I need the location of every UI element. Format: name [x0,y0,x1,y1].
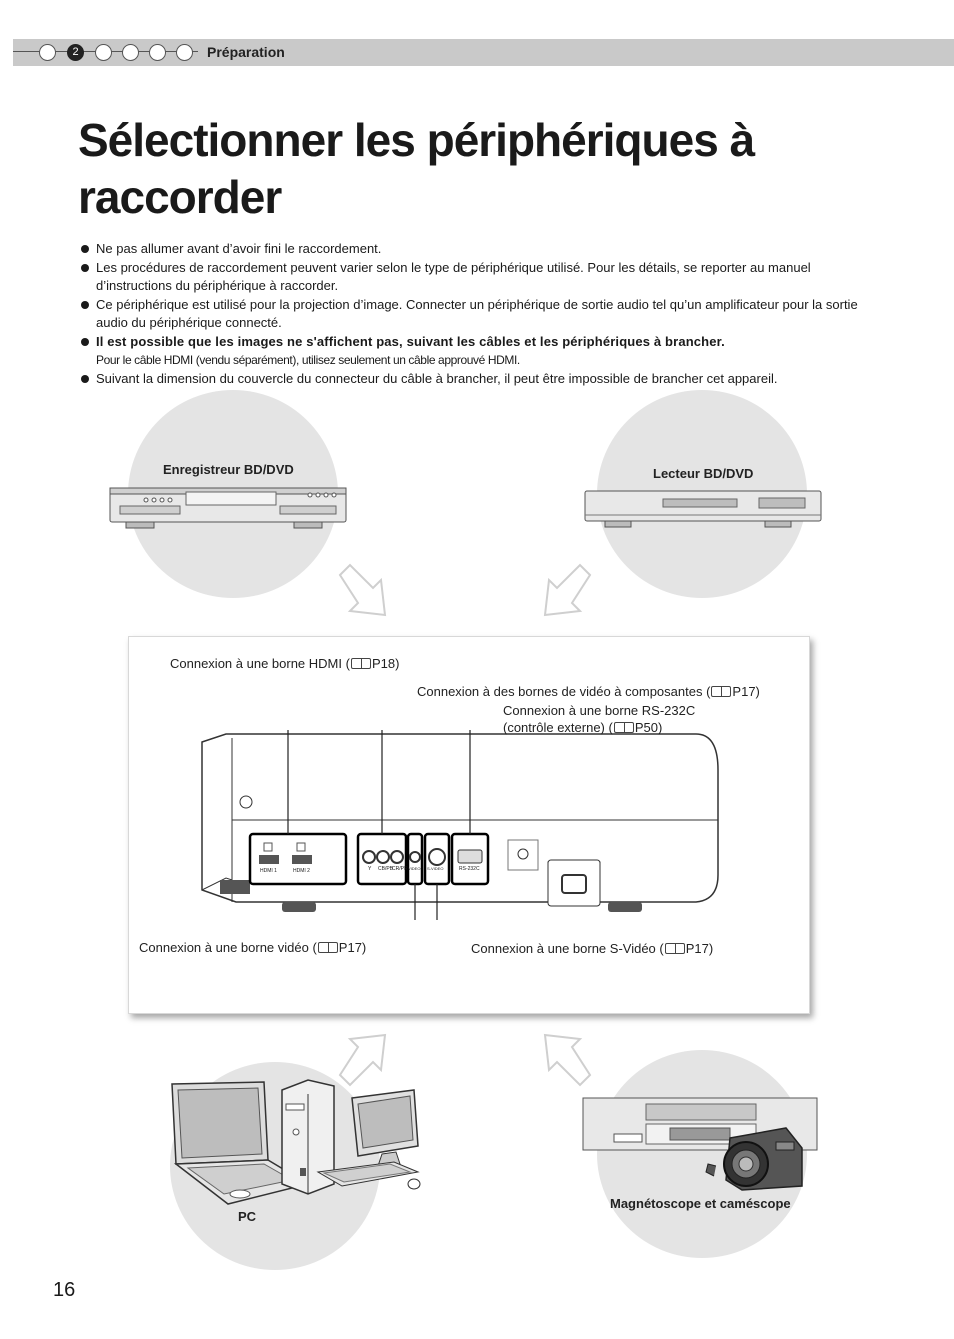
bullet-item-warning [80,333,880,370]
step-indicator [176,44,193,61]
vcr-camcorder-illustration [580,1094,820,1194]
bullet-item [80,296,880,333]
page-title-line2: raccorder [78,171,282,223]
step-indicator [149,44,166,61]
book-reference-icon [351,658,371,669]
callout-hdmi-ref: P18) [371,656,400,671]
port-label-component-cr: CR/PR [392,866,408,872]
bd-recorder-illustration [108,484,348,532]
arrow-from-recorder [335,560,395,620]
callout-rs232-line2: (contrôle externe) ( [503,720,613,735]
callout-svideo-ref: P17) [685,941,714,956]
callout-hdmi [170,655,399,672]
callout-svideo [471,940,713,957]
chapter-steps [0,39,200,66]
callout-video-text: Connexion à une borne vidéo ( [139,940,317,955]
callout-component [417,683,760,700]
bullet-text: Les procédures de raccordement peuvent varier selon le type de périphérique utilisé. Pour les détails, se reporter au manuel d’instructions du périphérique à raccorder. [96,259,811,293]
label-pc: PC [238,1209,257,1224]
bullet-note: Pour le câble HDMI (vendu séparément), utilisez seulement un câble approuvé HDMI. [96,353,520,367]
bullet-item [80,259,880,296]
bullet-item [80,370,880,389]
book-reference-icon [318,942,338,953]
bullet-list [80,240,880,388]
projector-rear-illustration [196,730,726,920]
port-label-component-y: Y [368,866,372,872]
arrow-from-player [535,560,595,620]
bd-player-illustration [583,488,823,532]
callout-rs232-line1: Connexion à une borne RS-232C [503,703,696,718]
bullet-text: Ne pas allumer avant d’avoir fini le raccordement. [96,241,382,256]
port-label-hdmi2: HDMI 2 [293,868,310,874]
bullet-text: Suivant la dimension du couvercle du connecteur du câble à brancher, il peut être impossible de brancher cet appareil. [96,370,778,386]
callout-rs232-ref: P50) [634,720,663,735]
port-label-svideo: S-VIDEO [427,866,444,871]
callout-video-ref: P17) [338,940,367,955]
book-reference-icon [614,722,634,733]
label-vcr: Magnétoscope et caméscope [610,1196,791,1211]
page-number: 16 [53,1279,76,1301]
port-label-rs232: RS-232C [459,866,480,872]
book-reference-icon [711,686,731,697]
label-player: Lecteur BD/DVD [653,466,754,481]
callout-hdmi-text: Connexion à une borne HDMI ( [170,656,350,671]
label-recorder: Enregistreur BD/DVD [163,462,294,477]
arrow-from-vcr [535,1030,595,1090]
page-title [78,112,878,226]
callout-component-text: Connexion à des bornes de vidéo à composantes ( [417,684,711,699]
bullet-item [80,240,880,259]
port-label-component-cb: CB/PB [378,866,394,872]
section-label: Préparation [207,44,285,60]
callout-component-ref: P17) [732,684,760,699]
callout-rs232 [503,702,695,736]
page-title-line1: Sélectionner les périphériques à [78,114,755,166]
step-indicator-active: 2 [67,44,84,61]
bullet-text: Ce périphérique est utilisé pour la projection d’image. Connecter un périphérique de sortie audio tel qu’un amplificateur pour la sortie audio du périphérique connecté. [96,296,858,330]
callout-video [139,939,366,956]
port-label-hdmi1: HDMI 1 [260,868,277,874]
callout-rs232-line2-wrap [503,719,695,736]
callout-svideo-text: Connexion à une borne S-Vidéo ( [471,941,664,956]
step-indicator [122,44,139,61]
port-label-video: VIDEO [408,866,421,871]
bullet-text-bold: Il est possible que les images ne s'affichent pas, suivant les câbles et les périphériques à brancher. [96,333,725,349]
pc-illustration [168,1076,430,1208]
book-reference-icon [665,943,685,954]
step-indicator [95,44,112,61]
step-indicator [39,44,56,61]
